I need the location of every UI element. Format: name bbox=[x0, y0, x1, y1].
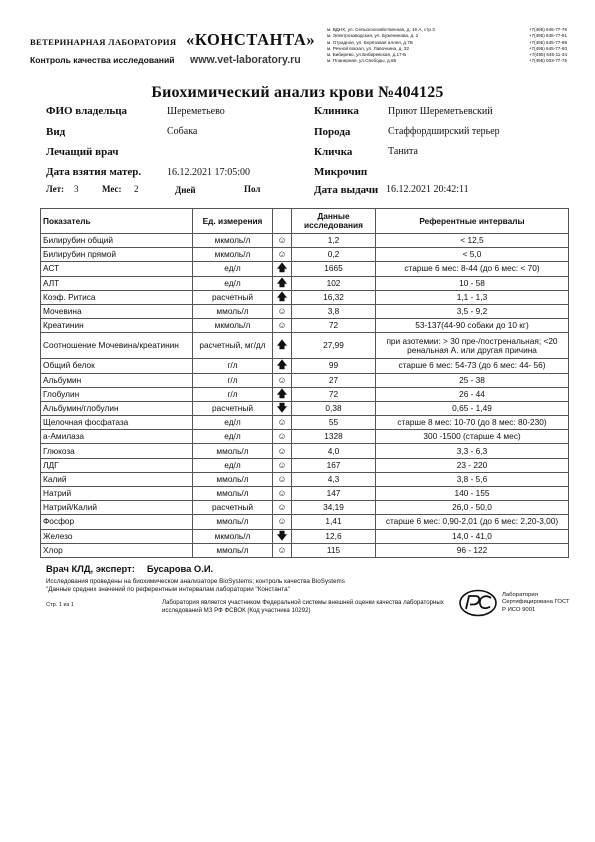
result-flag bbox=[273, 501, 292, 515]
doctor-signature-name: Бусарова О.И. bbox=[146, 563, 214, 574]
table-row bbox=[41, 304, 569, 318]
result-name: Глюкоза bbox=[41, 444, 193, 458]
result-flag bbox=[273, 515, 292, 529]
result-name: Мочевина bbox=[41, 304, 193, 318]
result-flag bbox=[273, 333, 292, 359]
result-value: 4,0 bbox=[292, 444, 376, 458]
lab-brand: «КОНСТАНТА» bbox=[186, 30, 316, 49]
result-name: Общий белок bbox=[41, 359, 193, 373]
result-ref: при азотемии: > 30 пре-/постренальная; <20 ренальная А. или другая причина bbox=[376, 333, 569, 359]
result-flag bbox=[273, 290, 292, 304]
result-ref: 3,8 - 5,6 bbox=[376, 472, 569, 486]
result-value: 99 bbox=[292, 359, 376, 373]
result-name: Щелочная фосфатаза bbox=[41, 416, 193, 430]
results-body bbox=[41, 234, 569, 558]
result-value: 115 bbox=[292, 543, 376, 557]
result-unit: ммоль/л bbox=[193, 515, 273, 529]
address-phone[interactable]: +7(495) 645-77-91 bbox=[528, 33, 567, 39]
result-ref: 300 -1500 (старше 4 мес) bbox=[376, 430, 569, 444]
analyzer-note: Исследования проведены на биохимическом анализаторе BioSystems; контроль качества BioSystems bbox=[46, 578, 345, 585]
result-unit: расчетный, мг/дл bbox=[193, 333, 273, 359]
smiley-icon: ☺ bbox=[277, 320, 287, 331]
result-name: Хлор bbox=[41, 543, 193, 557]
arrow-up-icon: 🡅 bbox=[276, 291, 288, 303]
smiley-icon: ☺ bbox=[277, 374, 287, 385]
table-row bbox=[41, 543, 569, 557]
table-row bbox=[41, 359, 569, 373]
result-value: 1,2 bbox=[292, 234, 376, 248]
result-flag bbox=[273, 472, 292, 486]
smiley-icon: ☺ bbox=[277, 516, 287, 527]
result-value: 27,99 bbox=[292, 333, 376, 359]
species-label: Вид bbox=[46, 126, 66, 138]
result-unit: мкмоль/л bbox=[193, 529, 273, 543]
result-name: Билирубин общий bbox=[41, 234, 193, 248]
certification-text: Лаборатория Сертифицирована ГОСТ Р ИСО 9001 bbox=[502, 592, 570, 613]
result-unit: г/л bbox=[193, 373, 273, 387]
result-value: 4,3 bbox=[292, 472, 376, 486]
table-row bbox=[41, 444, 569, 458]
result-flag bbox=[273, 416, 292, 430]
result-unit: ед/л bbox=[193, 416, 273, 430]
result-name: Альбумин bbox=[41, 373, 193, 387]
sample-date-label: Дата взятия матер. bbox=[46, 166, 142, 178]
result-flag bbox=[273, 430, 292, 444]
result-ref: 26 - 44 bbox=[376, 387, 569, 401]
smiley-icon: ☺ bbox=[277, 306, 287, 317]
years-value: 3 bbox=[74, 184, 79, 194]
smiley-icon: ☺ bbox=[277, 544, 287, 555]
result-value: 3,8 bbox=[292, 304, 376, 318]
result-flag bbox=[273, 387, 292, 401]
result-ref: 23 - 220 bbox=[376, 458, 569, 472]
result-ref: 96 - 122 bbox=[376, 543, 569, 557]
owner-label: ФИО владельца bbox=[46, 105, 128, 117]
col-header-flag bbox=[273, 209, 292, 234]
table-row bbox=[41, 333, 569, 359]
arrow-up-icon: 🡅 bbox=[276, 360, 288, 372]
result-ref: 10 - 58 bbox=[376, 276, 569, 290]
result-flag bbox=[273, 262, 292, 276]
table-row bbox=[41, 234, 569, 248]
result-value: 167 bbox=[292, 458, 376, 472]
months-value: 2 bbox=[134, 184, 139, 194]
result-unit: ед/л bbox=[193, 458, 273, 472]
species-value: Собака bbox=[167, 126, 198, 137]
result-ref: 25 - 38 bbox=[376, 373, 569, 387]
result-flag bbox=[273, 373, 292, 387]
result-ref: старше 6 мес: 8-44 (до 6 мес: < 70) bbox=[376, 262, 569, 276]
sex-label: Пол bbox=[244, 184, 261, 194]
result-unit: г/л bbox=[193, 387, 273, 401]
result-unit: расчетный bbox=[193, 401, 273, 415]
doctor-label: Лечащий врач bbox=[46, 146, 119, 158]
arrow-up-icon: 🡅 bbox=[276, 340, 288, 352]
result-flag bbox=[273, 359, 292, 373]
table-row bbox=[41, 501, 569, 515]
table-row bbox=[41, 416, 569, 430]
table-row bbox=[41, 262, 569, 276]
col-header-ref: Референтные интервалы bbox=[376, 209, 569, 234]
membership-text: Лаборатория является участником Федеральной системы внешней оценки качества лабораторных исследований МЗ РФ ФСВОК (Код участника 10292) bbox=[162, 599, 444, 614]
result-flag bbox=[273, 304, 292, 318]
result-unit: ммоль/л bbox=[193, 472, 273, 486]
result-name: Креатинин bbox=[41, 319, 193, 333]
smiley-icon: ☺ bbox=[277, 249, 287, 260]
result-ref: < 12,5 bbox=[376, 234, 569, 248]
result-ref: < 5,0 bbox=[376, 248, 569, 262]
result-name: Глобулин bbox=[41, 387, 193, 401]
table-row bbox=[41, 458, 569, 472]
result-value: 16,32 bbox=[292, 290, 376, 304]
result-ref: 26,0 - 50,0 bbox=[376, 501, 569, 515]
table-row bbox=[41, 276, 569, 290]
doctor-signature bbox=[46, 563, 213, 574]
result-flag bbox=[273, 444, 292, 458]
result-ref: 3,5 - 9,2 bbox=[376, 304, 569, 318]
table-row bbox=[41, 387, 569, 401]
result-unit: г/л bbox=[193, 359, 273, 373]
address-phone[interactable]: +7(495) 645-11-34 bbox=[529, 52, 567, 58]
result-ref: 140 - 155 bbox=[376, 487, 569, 501]
address-phone[interactable]: +7(495) 645-77-76 bbox=[528, 27, 567, 32]
table-row bbox=[41, 515, 569, 529]
clinic-value: Приют Шереметьевский bbox=[388, 106, 493, 117]
table-row bbox=[41, 487, 569, 501]
result-ref: 0,65 - 1,49 bbox=[376, 401, 569, 415]
result-value: 0,2 bbox=[292, 248, 376, 262]
result-value: 1328 bbox=[292, 430, 376, 444]
result-flag bbox=[273, 234, 292, 248]
lab-website-link[interactable]: www.vet-laboratory.ru bbox=[190, 54, 301, 66]
address-text: м. Бибирево, ул.Бибиревская, д.17-Б bbox=[327, 52, 407, 58]
result-flag bbox=[273, 458, 292, 472]
result-unit: ммоль/л bbox=[193, 304, 273, 318]
address-row bbox=[327, 58, 567, 64]
arrow-down-icon: 🡇 bbox=[276, 530, 288, 542]
breed-label: Порода bbox=[314, 126, 351, 138]
page-number: Стр. 1 из 1 bbox=[46, 602, 74, 608]
result-name: Фосфор bbox=[41, 515, 193, 529]
results-table bbox=[40, 208, 569, 558]
smiley-icon: ☺ bbox=[277, 459, 287, 470]
result-unit: расчетный bbox=[193, 501, 273, 515]
result-ref: 53-137(44-90 собаки до 10 кг) bbox=[376, 319, 569, 333]
table-header-row bbox=[41, 209, 569, 234]
days-label: Дней bbox=[175, 185, 196, 195]
arrow-up-icon: 🡅 bbox=[276, 263, 288, 275]
result-unit: расчетный bbox=[193, 290, 273, 304]
nickname-value: Танита bbox=[388, 146, 418, 157]
years-label: Лет: bbox=[46, 184, 65, 194]
table-row bbox=[41, 472, 569, 486]
address-text: м. Речной вокзал, ул. Лавочкина, д. 32 bbox=[327, 45, 409, 51]
months-label: Мес: bbox=[102, 184, 122, 194]
address-text: м. Отрадное, ул. Берёзовая аллея, д.7Б bbox=[327, 39, 413, 45]
address-list bbox=[327, 27, 567, 65]
owner-value: Шереметьево bbox=[167, 106, 225, 117]
col-header-unit: Ед. измерения bbox=[193, 209, 273, 234]
result-name: Альбумин/глобулин bbox=[41, 401, 193, 415]
result-flag bbox=[273, 319, 292, 333]
result-flag bbox=[273, 276, 292, 290]
issue-date-label: Дата выдачи bbox=[314, 184, 379, 196]
table-row bbox=[41, 373, 569, 387]
arrow-down-icon: 🡇 bbox=[276, 402, 288, 414]
table-row bbox=[41, 529, 569, 543]
result-unit: мкмоль/л bbox=[193, 248, 273, 262]
result-flag bbox=[273, 248, 292, 262]
smiley-icon: ☺ bbox=[277, 417, 287, 428]
result-unit: ммоль/л bbox=[193, 444, 273, 458]
table-row bbox=[41, 319, 569, 333]
result-name: Соотношение Мочевина/креатинин bbox=[41, 333, 193, 359]
result-value: 0,38 bbox=[292, 401, 376, 415]
smiley-icon: ☺ bbox=[277, 473, 287, 484]
result-name: Натрий bbox=[41, 487, 193, 501]
result-name: а-Амилаза bbox=[41, 430, 193, 444]
result-ref: старше 6 мес: 54-73 (до 6 мес: 44- 56) bbox=[376, 359, 569, 373]
result-unit: ед/л bbox=[193, 262, 273, 276]
result-value: 147 bbox=[292, 487, 376, 501]
result-unit: мкмоль/л bbox=[193, 319, 273, 333]
table-row bbox=[41, 290, 569, 304]
reference-note: "Данные средних значений по референтным интервалам лаборатории "Константа" bbox=[46, 586, 290, 593]
result-value: 72 bbox=[292, 319, 376, 333]
result-unit: ед/л bbox=[193, 276, 273, 290]
address-phone[interactable]: +7(495) 003-77-75 bbox=[528, 58, 567, 64]
address-text: м. ВДНХ, ул. Сельскохозяйственная, д. 16 А, стр.3 bbox=[327, 27, 435, 32]
smiley-icon: ☺ bbox=[277, 488, 287, 499]
address-phone[interactable]: +7(495) 645-77-98 bbox=[528, 39, 567, 45]
table-row bbox=[41, 430, 569, 444]
result-value: 1,41 bbox=[292, 515, 376, 529]
result-name: Натрий/Калий bbox=[41, 501, 193, 515]
breed-value: Стаффордширский терьер bbox=[388, 126, 500, 137]
smiley-icon: ☺ bbox=[277, 431, 287, 442]
col-header-value: Данные исследования bbox=[292, 209, 376, 234]
address-phone[interactable]: +7(495) 645-77-60 bbox=[528, 45, 567, 51]
result-flag bbox=[273, 543, 292, 557]
lab-subtitle: Контроль качества исследований bbox=[30, 55, 175, 65]
result-value: 102 bbox=[292, 276, 376, 290]
result-unit: ммоль/л bbox=[193, 487, 273, 501]
result-unit: мкмоль/л bbox=[193, 234, 273, 248]
result-name: Коэф. Ритиса bbox=[41, 290, 193, 304]
result-name: Калий bbox=[41, 472, 193, 486]
result-ref: 3,3 - 6,3 bbox=[376, 444, 569, 458]
result-name: Билирубин прямой bbox=[41, 248, 193, 262]
table-row bbox=[41, 401, 569, 415]
address-text: м. Планерная, ул.Свободы, д.65 bbox=[327, 58, 397, 64]
nickname-label: Кличка bbox=[314, 146, 353, 158]
result-name: Железо bbox=[41, 529, 193, 543]
arrow-up-icon: 🡅 bbox=[276, 388, 288, 400]
table-row bbox=[41, 248, 569, 262]
microchip-label: Микрочип bbox=[314, 166, 368, 178]
result-unit: ед/л bbox=[193, 430, 273, 444]
result-flag bbox=[273, 401, 292, 415]
result-flag bbox=[273, 529, 292, 543]
address-text: м. Электрозаводская, ул. Буженинова, д. 2 bbox=[327, 33, 419, 39]
result-value: 27 bbox=[292, 373, 376, 387]
lab-name: ВЕТЕРИНАРНАЯ ЛАБОРАТОРИЯ bbox=[30, 37, 177, 47]
smiley-icon: ☺ bbox=[277, 235, 287, 246]
arrow-up-icon: 🡅 bbox=[276, 277, 288, 289]
result-value: 72 bbox=[292, 387, 376, 401]
result-flag bbox=[273, 487, 292, 501]
col-header-name: Показатель bbox=[41, 209, 193, 234]
result-ref: 14,0 - 41,0 bbox=[376, 529, 569, 543]
page-title: Биохимический анализ крови №404125 bbox=[151, 84, 444, 101]
result-name: ЛДГ bbox=[41, 458, 193, 472]
sample-date-value: 16.12.2021 17:05:00 bbox=[167, 167, 251, 178]
result-ref: старше 8 мес: 10-70 (до 8 мес: 80-230) bbox=[376, 416, 569, 430]
rst-certification-logo-icon bbox=[458, 589, 498, 622]
doctor-signature-label: Врач КЛД, эксперт: bbox=[46, 563, 135, 574]
clinic-label: Клиника bbox=[314, 105, 359, 117]
result-value: 12,6 bbox=[292, 529, 376, 543]
result-name: АСТ bbox=[41, 262, 193, 276]
result-value: 34,19 bbox=[292, 501, 376, 515]
smiley-icon: ☺ bbox=[277, 502, 287, 513]
issue-date-value: 16.12.2021 20:42:11 bbox=[386, 184, 469, 195]
result-value: 1665 bbox=[292, 262, 376, 276]
smiley-icon: ☺ bbox=[277, 445, 287, 456]
result-name: АЛТ bbox=[41, 276, 193, 290]
result-unit: ммоль/л bbox=[193, 543, 273, 557]
result-ref: старше 6 мес: 0,90-2,01 (до 6 мес: 2,20-3,00) bbox=[376, 515, 569, 529]
result-ref: 1,1 - 1,3 bbox=[376, 290, 569, 304]
result-value: 55 bbox=[292, 416, 376, 430]
